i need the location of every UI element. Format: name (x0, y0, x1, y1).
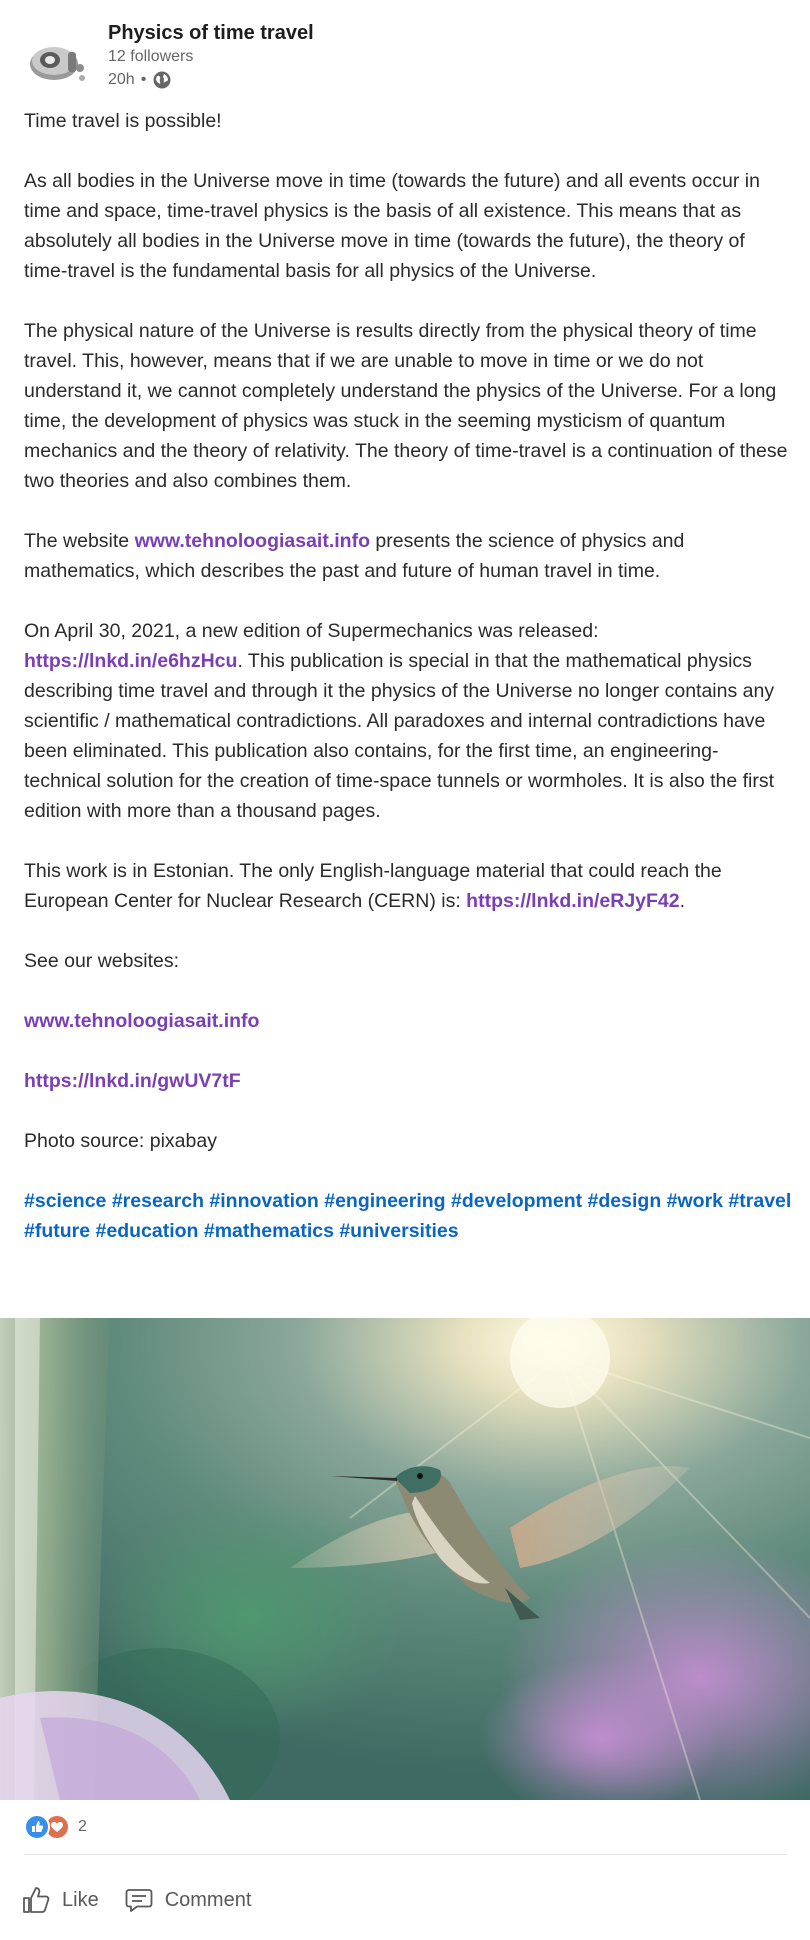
post-paragraph (24, 1066, 792, 1096)
divider (24, 1854, 786, 1855)
post-header (24, 20, 784, 100)
post-paragraph: As all bodies in the Universe move in time (towards the future) and all events occur in time and space, time-travel physics is the basis of all existence. This means that as absolutely all bodies in the Universe move in time (towards the future), the theory of time-travel is the fundamental basis for all physics of the Universe. (24, 170, 760, 282)
like-reaction-icon (24, 1814, 50, 1840)
hashtag-list[interactable]: #science #research #innovation #engineering #development #design #work #travel #future #education #mathematics #universities (24, 1190, 792, 1242)
reaction-summary[interactable] (24, 1814, 87, 1840)
post-meta (108, 70, 172, 90)
post-paragraph (24, 856, 792, 916)
comment-button[interactable] (123, 1884, 252, 1916)
photo-source: Photo source: pixabay (24, 1130, 217, 1152)
post-paragraph (24, 1006, 792, 1036)
post-time: 20h (108, 71, 135, 88)
reaction-count[interactable]: 2 (78, 1818, 87, 1835)
text-segment: presents the science of physics and mathematics, which describes the past and future of human travel in time. (24, 530, 685, 582)
action-bar (20, 1878, 251, 1922)
author-name[interactable]: Physics of time travel (108, 22, 314, 44)
like-label: Like (62, 1888, 99, 1911)
post-paragraph (24, 616, 792, 826)
thumbs-up-icon (20, 1884, 52, 1916)
text-segment: The website (24, 530, 135, 552)
text-segment: On April 30, 2021, a new edition of Supermechanics was released: (24, 620, 599, 642)
post-paragraph: Time travel is possible! (24, 110, 222, 132)
text-segment: . This publication is special in that the mathematical physics describing time travel and through it the physics of the Universe no longer contains any scientific / mathematical contradictions. All paradoxes and internal contradictions have been eliminated. This publication also contains, for the first time, an engineering-technical solution for the creation of time-space tunnels or wormholes. It is also the first edition with more than a thousand pages. (24, 650, 775, 822)
short-link[interactable]: https://lnkd.in/gwUV7tF (24, 1070, 241, 1092)
meta-separator: • (140, 71, 147, 88)
post-paragraph (24, 526, 792, 586)
cern-material-link[interactable]: https://lnkd.in/eRJyF42 (466, 890, 680, 912)
post-image-hummingbird[interactable] (0, 1318, 810, 1800)
follower-count: 12 followers (108, 48, 194, 65)
comment-label: Comment (164, 1888, 252, 1911)
supermechanics-link[interactable]: https://lnkd.in/e6hzHcu (24, 650, 238, 672)
post-paragraph: The physical nature of the Universe is results directly from the physical theory of time travel. This, however, means that if we are unable to move in time or we do not understand it, we cannot completely understand the physics of the Universe. For a long time, the development of physics was stuck in the seeming mysticism of quantum mechanics and the theory of relativity. The theory of time-travel is a continuation of these two theories and also combines them. (24, 320, 788, 492)
post-body (24, 106, 792, 1246)
company-logo-avatar[interactable] (24, 28, 90, 94)
website-link-2[interactable]: www.tehnoloogiasait.info (24, 1010, 260, 1032)
like-button[interactable] (20, 1884, 99, 1916)
globe-icon (152, 70, 172, 90)
website-link[interactable]: www.tehnoloogiasait.info (134, 530, 371, 552)
text-segment: . (679, 890, 686, 912)
post-paragraph: See our websites: (24, 950, 180, 972)
text-segment: This work is in Estonian. The only English-language material that could reach the European Center for Nuclear Research (CERN) is: (24, 860, 722, 912)
comment-icon (123, 1884, 155, 1916)
